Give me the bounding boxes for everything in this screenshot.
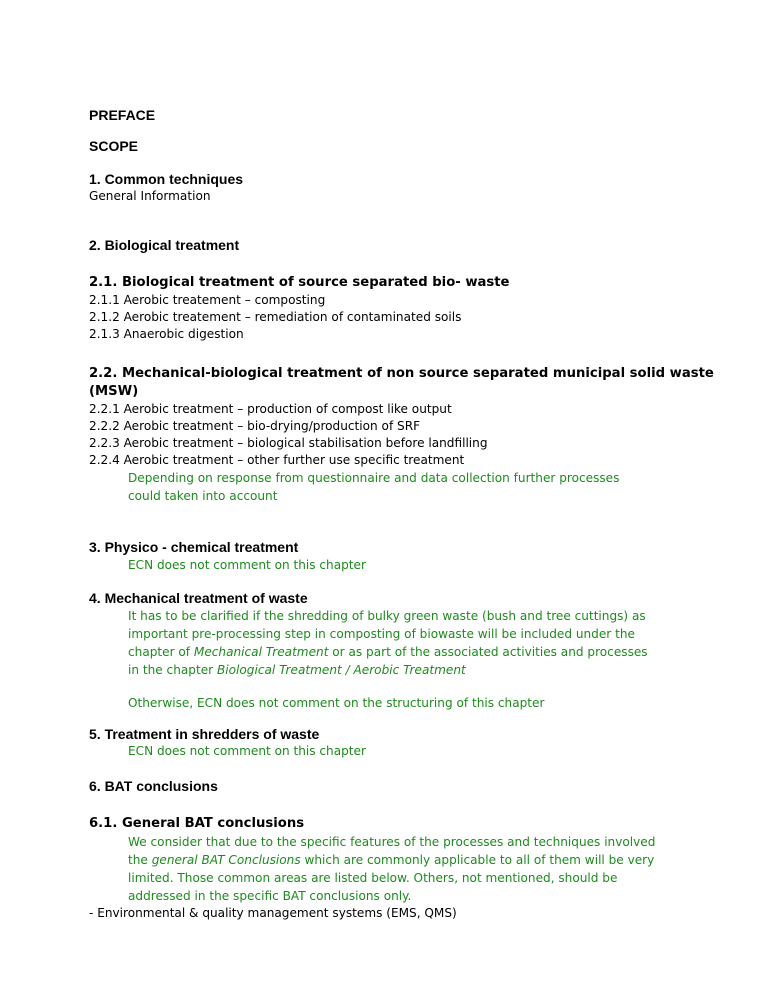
comment-text: the <box>128 853 152 867</box>
section-6-1-comment <box>128 833 655 905</box>
comment-text: chapter of <box>128 645 194 659</box>
comment-line: We consider that due to the specific features of the processes and techniques involved <box>128 835 656 849</box>
list-item: 2.1.1 Aerobic treatement – composting <box>89 293 326 307</box>
comment-line: could taken into account <box>128 489 278 503</box>
list-item: 2.2.2 Aerobic treatment – bio-drying/production of SRF <box>89 419 421 433</box>
section-5-heading: 5. Treatment in shredders of waste <box>89 726 320 742</box>
comment-text: in the chapter <box>128 663 217 677</box>
comment-text: which are commonly applicable to all of them will be very <box>300 853 655 867</box>
comment-line: It has to be clarified if the shredding of bulky green waste (bush and tree cuttings) as <box>128 609 646 623</box>
section-6-1-heading: 6.1. General BAT conclusions <box>89 816 305 831</box>
section-6-1-item: - Environmental & quality management systems (EMS, QMS) <box>89 906 457 920</box>
section-3-comment: ECN does not comment on this chapter <box>128 558 366 572</box>
comment-line: addressed in the specific BAT conclusions only. <box>128 889 412 903</box>
section-1-item: General Information <box>89 189 211 203</box>
comment-line <box>128 661 648 679</box>
section-6-heading: 6. BAT conclusions <box>89 778 218 794</box>
section-2-2-heading-line1: 2.2. Mechanical-biological treatment of non source separated municipal solid waste <box>89 366 714 381</box>
comment-line <box>128 643 648 661</box>
scope-heading: SCOPE <box>89 138 139 154</box>
list-item: 2.1.3 Anaerobic digestion <box>89 327 244 341</box>
comment-emphasis: Biological Treatment / Aerobic Treatment <box>216 663 466 677</box>
section-2-1-heading: 2.1. Biological treatment of source separated bio- waste <box>89 275 510 290</box>
comment-emphasis: general BAT Conclusions <box>151 853 301 867</box>
list-item: 2.2.3 Aerobic treatment – biological stabilisation before landfilling <box>89 436 488 450</box>
comment-line: Depending on response from questionnaire and data collection further processes <box>128 471 620 485</box>
section-2-2-heading-line2: (MSW) <box>89 384 139 399</box>
preface-heading: PREFACE <box>89 107 156 123</box>
comment-line: limited. Those common areas are listed below. Others, not mentioned, should be <box>128 871 618 885</box>
list-item: 2.2.1 Aerobic treatment – production of compost like output <box>89 402 452 416</box>
list-item: 2.1.2 Aerobic treatement – remediation of contaminated soils <box>89 310 462 324</box>
section-4-comment <box>128 607 648 679</box>
section-2-2-comment <box>128 469 619 505</box>
comment-emphasis: Mechanical Treatment <box>193 645 329 659</box>
list-item: 2.2.4 Aerobic treatment – other further use specific treatment <box>89 453 465 467</box>
comment-line: important pre-processing step in composting of biowaste will be included under the <box>128 627 635 641</box>
section-4-comment-2: Otherwise, ECN does not comment on the structuring of this chapter <box>128 696 545 710</box>
comment-text: or as part of the associated activities and processes <box>328 645 648 659</box>
section-3-heading: 3. Physico - chemical treatment <box>89 539 299 555</box>
comment-line <box>128 851 655 869</box>
section-2-heading: 2. Biological treatment <box>89 237 240 253</box>
section-1-heading: 1. Common techniques <box>89 171 244 187</box>
section-4-heading: 4. Mechanical treatment of waste <box>89 590 308 606</box>
section-5-comment: ECN does not comment on this chapter <box>128 744 366 758</box>
section-2-1-list <box>89 292 461 343</box>
section-2-2-list <box>89 401 488 469</box>
